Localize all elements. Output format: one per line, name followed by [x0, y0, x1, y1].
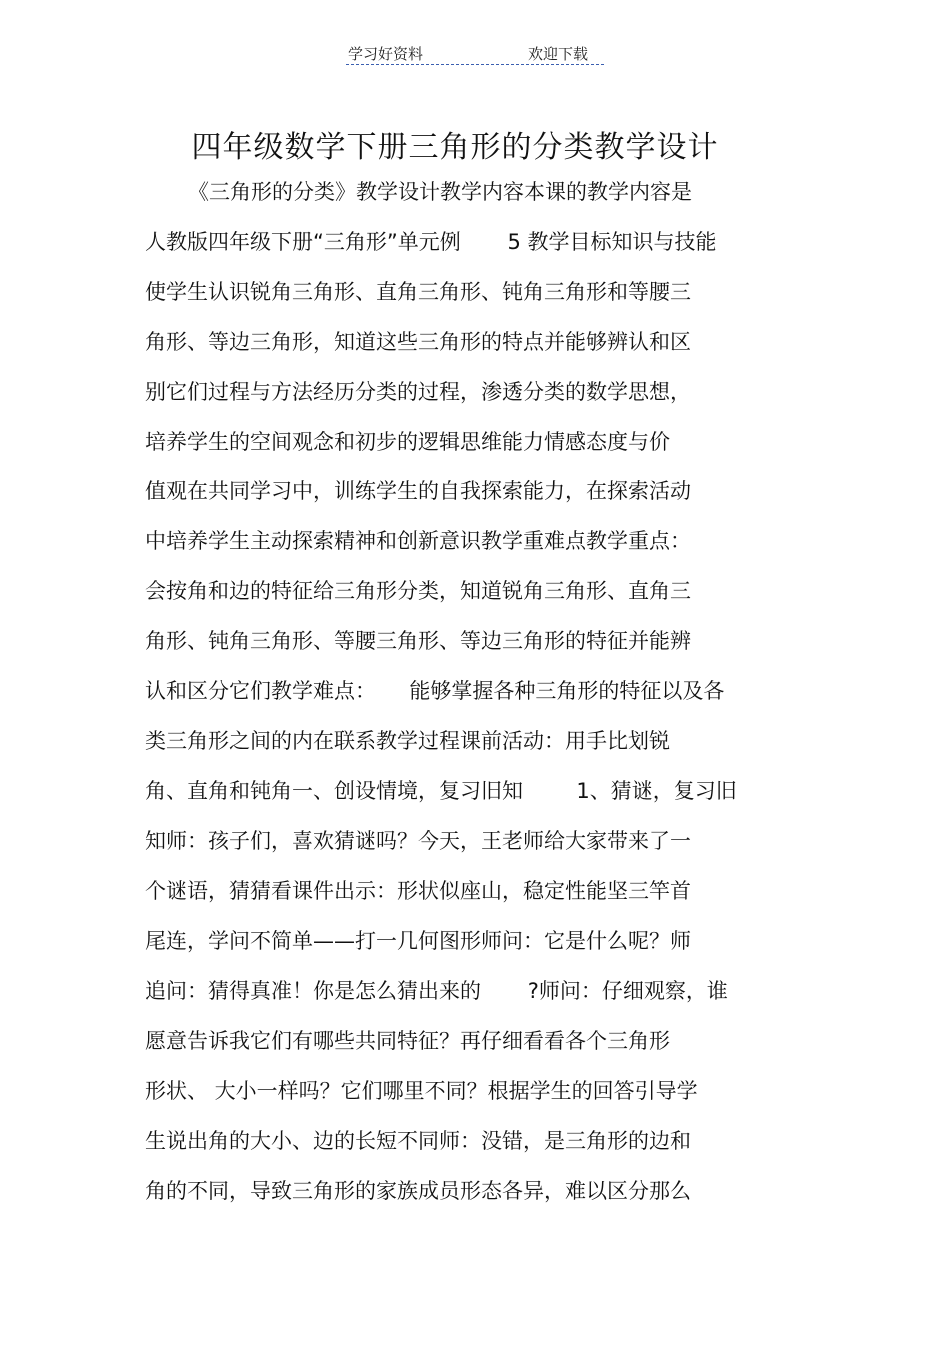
body-line: 培养学生的空间观念和初步的逻辑思维能力情感态度与价	[145, 430, 670, 454]
body-line: 角、直角和钝角一、创设情境，复习旧知 1、猜谜，复习旧	[145, 779, 737, 803]
body-line: 形状、 大小一样吗？它们哪里不同？根据学生的回答引导学	[145, 1079, 698, 1103]
body-line: 尾连，学问不简单——打一几何图形师问：它是什么呢？师	[145, 929, 691, 953]
body-line: 使学生认识锐角三角形、直角三角形、钝角三角形和等腰三	[145, 280, 691, 304]
body-line: 角的不同，导致三角形的家族成员形态各异，难以区分那么	[145, 1179, 691, 1203]
header-right-text: 欢迎下载	[528, 45, 589, 63]
body-line: 中培养学生主动探索精神和创新意识教学重难点教学重点：	[145, 529, 691, 553]
body-line: 认和区分它们教学难点： 能够掌握各种三角形的特征以及各	[145, 679, 725, 703]
body-line: 人教版四年级下册“三角形”单元例 5 教学目标知识与技能	[145, 230, 717, 254]
body-line: 别它们过程与方法经历分类的过程，渗透分类的数学思想，	[145, 380, 691, 404]
body-line: 追问：猜得真准！你是怎么猜出来的 ?师问：仔细观察，谁	[145, 979, 728, 1003]
header-left-text: 学习好资料	[348, 45, 424, 63]
body-line: 愿意告诉我它们有哪些共同特征？再仔细看看各个三角形	[145, 1029, 670, 1053]
body-line: 生说出角的大小、边的长短不同师：没错，是三角形的边和	[145, 1129, 691, 1153]
document-title: 四年级数学下册三角形的分类教学设计	[191, 130, 719, 165]
body-line: 个谜语，猜猜看课件出示：形状似座山，稳定性能坚三竿首	[145, 879, 691, 903]
body-line: 类三角形之间的内在联系教学过程课前活动：用手比划锐	[145, 729, 670, 753]
body-line: 《三角形的分类》教学设计教学内容本课的教学内容是	[188, 180, 692, 204]
body-line: 值观在共同学习中，训练学生的自我探索能力，在探索活动	[145, 479, 691, 503]
body-line: 角形、钝角三角形、等腰三角形、等边三角形的特征并能辨	[145, 629, 691, 653]
body-line: 知师：孩子们，喜欢猜谜吗？今天，王老师给大家带来了一	[145, 829, 691, 853]
body-line: 会按角和边的特征给三角形分类，知道锐角三角形、直角三	[145, 579, 691, 603]
body-line: 角形、等边三角形，知道这些三角形的特点并能够辨认和区	[145, 330, 691, 354]
page-header	[346, 40, 604, 65]
